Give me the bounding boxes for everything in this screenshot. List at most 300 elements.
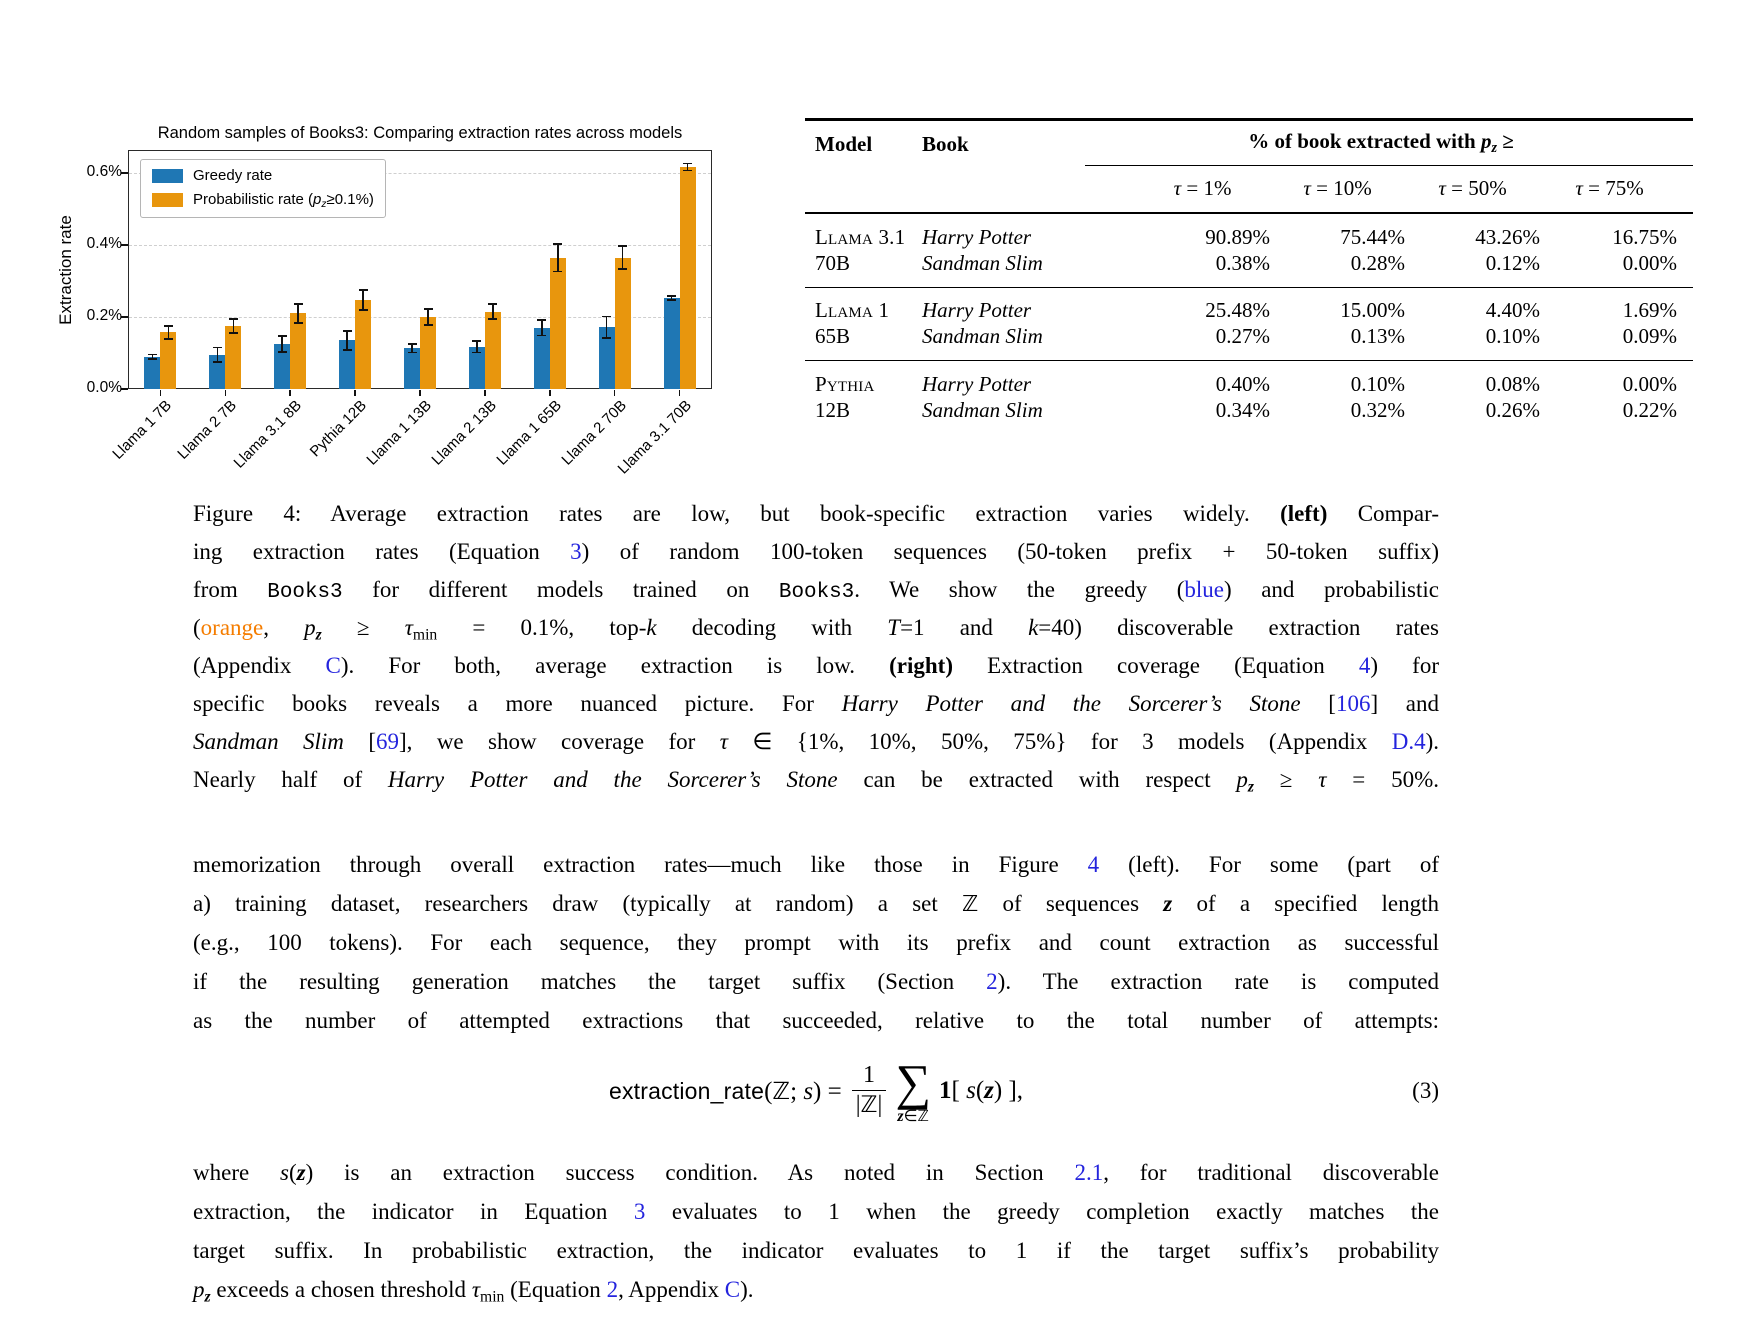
link[interactable]: C [325, 653, 341, 678]
table-cell-model: 12B [815, 398, 851, 422]
text-segment: τ [1303, 176, 1311, 200]
error-bar [233, 319, 235, 333]
text-segment: τ [1318, 767, 1327, 792]
equation-number: (3) [1412, 1078, 1439, 1103]
body-line [193, 962, 1439, 1001]
link[interactable]: 3 [633, 1199, 646, 1224]
text-segment: = [1445, 176, 1469, 200]
error-bar [557, 244, 559, 271]
table-header-span [1085, 128, 1677, 154]
x-axis-tick [679, 390, 681, 396]
text-segment: (Appendix [193, 653, 326, 678]
error-bar-cap [148, 358, 157, 360]
caption-line [193, 609, 1439, 647]
text-segment: =1 and [900, 615, 1029, 640]
text-segment: ). For both, average extraction is low. [340, 653, 890, 678]
text-segment: Extraction coverage (Equation [953, 653, 1359, 678]
table-cell-value: 0.13% [1350, 324, 1405, 348]
table-cell-book: Sandman Slim [922, 324, 1043, 348]
error-bar-cap [488, 318, 497, 320]
x-tick-label: Llama 1 13B [363, 397, 436, 469]
text-segment: Compar- [1327, 501, 1439, 526]
text-segment: = 50%. [1326, 767, 1439, 792]
text-segment: Probabilistic rate ( [193, 191, 314, 208]
text-segment: τ [1438, 176, 1446, 200]
error-bar [217, 348, 219, 362]
table-rule [805, 360, 1693, 361]
x-tick-label: Llama 2 13B [428, 397, 500, 469]
link[interactable]: 69 [376, 729, 399, 754]
error-bar [168, 326, 170, 339]
fraction-numerator: 1 [863, 1062, 876, 1089]
text-segment: for different models trained on [342, 577, 779, 602]
text-segment: , [263, 615, 305, 640]
table-cell-value: 0.10% [1350, 372, 1405, 396]
legend-label-greedy [193, 167, 272, 184]
equation-args [764, 1077, 842, 1106]
y-axis-tick [121, 388, 128, 390]
text-segment: ) = [813, 1077, 842, 1105]
indicator-term [939, 1077, 1023, 1105]
error-bar-cap [618, 268, 627, 270]
text-segment: [ [951, 1077, 967, 1104]
table-cell-model: Pythia [815, 372, 875, 396]
text-segment: k [1028, 615, 1039, 640]
bar-probabilistic-4 [355, 300, 371, 389]
text-segment: Harry Potter and the Sorcerer’s Stone [387, 767, 838, 792]
error-bar-cap [278, 335, 287, 337]
error-bar-cap [148, 354, 157, 356]
error-bar [297, 304, 299, 323]
y-tick-label: 0.6% [86, 163, 122, 180]
text-segment: τ [404, 615, 413, 640]
table-cell-book: Sandman Slim [922, 398, 1043, 422]
y-axis-tick [121, 172, 128, 174]
text-segment: , Appendix [618, 1277, 725, 1302]
text-segment: ( [288, 1160, 297, 1185]
text-segment: memorization through overall extraction rates—much like those in Figure [193, 852, 1088, 877]
text-segment: of a specified length [1172, 891, 1439, 916]
text-segment: (e.g., 100 tokens). For each sequence, they prompt with its prefix and count extraction as successful [193, 930, 1439, 955]
body-line [193, 923, 1439, 962]
text-segment: ≥ [1254, 767, 1319, 792]
body-paragraph-2 [193, 1153, 1439, 1309]
x-tick-label: Llama 2 70B [558, 397, 630, 469]
text-segment: [ [1300, 691, 1336, 716]
text-segment: Sandman Slim [193, 729, 344, 754]
text-segment: = 0.1%, top- [437, 615, 647, 640]
text-segment: a) training dataset, researchers draw (typically at random) a set [193, 891, 962, 916]
text-segment: z [296, 1160, 306, 1185]
table-rule [1085, 165, 1693, 166]
text-segment: ℤ [772, 1076, 791, 1105]
figure-caption [193, 495, 1439, 799]
table-cell-value: 15.00% [1340, 298, 1405, 322]
text-segment: decoding with [656, 615, 888, 640]
bar-probabilistic-7 [550, 258, 566, 389]
text-segment: orange [200, 615, 264, 640]
text-segment: specific books reveals a more nuanced picture. For [193, 691, 842, 716]
link[interactable]: 2 [986, 969, 998, 994]
caption-line [193, 533, 1439, 571]
error-bar [427, 309, 429, 325]
text-segment: can be extracted with respect [837, 767, 1237, 792]
table-header-model: Model [815, 132, 873, 156]
y-axis-tick [121, 316, 128, 318]
x-axis-tick [484, 390, 486, 396]
link[interactable]: 2 [606, 1277, 619, 1302]
text-segment: ≥ [321, 615, 405, 640]
body-line [193, 1001, 1439, 1040]
error-bar [541, 320, 543, 336]
text-segment: p [193, 1277, 205, 1302]
table-rule [805, 212, 1693, 214]
table-cell-book: Sandman Slim [922, 251, 1043, 275]
caption-line [193, 723, 1439, 761]
x-tick-label: Pythia 12B [306, 397, 371, 461]
bar-probabilistic-5 [420, 317, 436, 389]
table-cell-value: 0.28% [1350, 251, 1405, 275]
sum-operator [895, 1054, 931, 1125]
table-cell-value: 0.00% [1622, 251, 1677, 275]
body-line [193, 1231, 1439, 1270]
text-segment: ( [975, 1077, 985, 1104]
bar-greedy-5 [404, 348, 420, 389]
text-segment: % of book extracted with [1248, 129, 1481, 153]
body-line [193, 845, 1439, 884]
text-segment: Books3 [267, 581, 343, 604]
table-cell-value: 0.09% [1622, 324, 1677, 348]
text-segment: τ [471, 1277, 481, 1302]
error-bar-cap [488, 303, 497, 305]
caption-line [193, 647, 1439, 685]
table-header-tau [1135, 175, 1270, 201]
table-cell-value: 0.40% [1215, 372, 1270, 396]
text-segment: if the resulting generation matches the target suffix (Section [193, 969, 987, 994]
table-cell-model: Llama 1 [815, 298, 890, 322]
link[interactable]: 4 [1087, 852, 1100, 877]
x-tick-label: Llama 1 65B [493, 397, 565, 469]
x-axis-tick [225, 390, 227, 396]
text-segment: s [803, 1077, 814, 1105]
text-segment: 75% [1605, 176, 1644, 200]
text-segment: T [887, 615, 901, 640]
text-segment: ) [993, 1077, 1009, 1104]
text-segment: ; [790, 1077, 804, 1105]
error-bar-cap [424, 324, 433, 326]
text-segment: ). [1425, 729, 1439, 754]
error-bar-cap [164, 325, 173, 327]
error-bar-cap [294, 303, 303, 305]
error-bar [622, 246, 624, 269]
x-axis-tick [549, 390, 551, 396]
text-segment: ] and [1370, 691, 1439, 716]
error-bar-cap [472, 340, 481, 342]
table-header-tau [1405, 175, 1540, 201]
link[interactable]: C [724, 1277, 741, 1302]
extraction-coverage-table [805, 118, 1693, 430]
error-bar-cap [229, 332, 238, 334]
sum-subscript [897, 1109, 928, 1125]
text-segment: evaluates to 1 when the greedy completion exactly matches the [645, 1199, 1439, 1224]
text-segment: [ [343, 729, 376, 754]
link[interactable]: 106 [1335, 691, 1371, 716]
table-cell-value: 0.10% [1485, 324, 1540, 348]
table-cell-book: Harry Potter [922, 298, 1032, 322]
table-header-tau [1542, 175, 1677, 201]
error-bar-cap [213, 361, 222, 363]
fraction-denominator [852, 1090, 887, 1120]
text-segment: exceeds a chosen threshold [210, 1277, 472, 1302]
bar-probabilistic-8 [615, 258, 631, 389]
chart-title: Random samples of Books3: Comparing extraction rates across models [157, 124, 683, 142]
table-cell-value: 90.89% [1205, 225, 1270, 249]
text-segment: ing extraction rates (Equation [193, 539, 571, 564]
text-segment: min [412, 626, 438, 644]
error-bar-cap [602, 337, 611, 339]
sigma-symbol: ∑ [895, 1054, 931, 1110]
legend-swatch-probabilistic [152, 193, 183, 207]
text-segment: ( [193, 615, 201, 640]
text-segment: ) of random 100-token sequences (50-token prefix + 50-token suffix) [581, 539, 1439, 564]
table-cell-value: 1.69% [1622, 298, 1677, 322]
bar-probabilistic-1 [160, 332, 176, 389]
link[interactable]: D.4 [1391, 729, 1426, 754]
text-segment: ℤ [917, 1107, 929, 1125]
error-bar-cap [667, 299, 676, 301]
text-segment: ℤ [961, 892, 979, 917]
text-segment: where [193, 1160, 281, 1185]
y-axis-tick [121, 244, 128, 246]
caption-line [193, 495, 1439, 533]
error-bar-cap [618, 245, 627, 247]
table-cell-value: 0.08% [1485, 372, 1540, 396]
text-segment: Figure 4: Average extraction rates are low, but book-specific extraction varies widely. [193, 501, 1281, 526]
text-segment: ], [1008, 1077, 1024, 1104]
text-segment: z [321, 198, 327, 210]
text-segment: Greedy rate [193, 167, 273, 184]
table-cell-value: 0.27% [1215, 324, 1270, 348]
table-cell-value: 0.34% [1215, 398, 1270, 422]
text-segment: (left) [1280, 501, 1328, 526]
body-line [193, 1153, 1439, 1192]
bar-probabilistic-6 [485, 312, 501, 389]
link[interactable]: 4 [1358, 653, 1371, 678]
text-segment: Books3 [778, 581, 855, 604]
text-segment: (Equation [504, 1277, 607, 1302]
text-segment: p [1236, 767, 1248, 792]
body-line [193, 1192, 1439, 1231]
text-segment: z [315, 626, 322, 644]
x-axis-tick [354, 390, 356, 396]
link[interactable]: 2.1 [1074, 1160, 1104, 1185]
caption-line [193, 761, 1439, 799]
text-segment: τ [719, 729, 728, 754]
legend-swatch-greedy [152, 169, 183, 183]
table-cell-value: 0.32% [1350, 398, 1405, 422]
error-bar-cap [359, 309, 368, 311]
error-bar-cap [359, 289, 368, 291]
text-segment: z [897, 1108, 904, 1125]
error-bar-cap [553, 271, 562, 273]
error-bar-cap [537, 319, 546, 321]
table-cell-book: Harry Potter [922, 225, 1032, 249]
text-segment: target suffix. In probabilistic extraction, the indicator evaluates to 1 if the target suffix’s probability [193, 1238, 1439, 1263]
text-segment: . We show the greedy ( [854, 577, 1185, 602]
legend-item-probabilistic [152, 191, 374, 210]
text-segment: , for traditional discoverable [1103, 1160, 1439, 1185]
table-cell-book: Harry Potter [922, 372, 1032, 396]
extraction-rate-chart [0, 0, 760, 500]
text-segment: (left). For some (part of [1099, 852, 1440, 877]
text-segment: p [304, 615, 316, 640]
caption-line [193, 571, 1439, 609]
error-bar-cap [164, 338, 173, 340]
x-tick-label: Llama 3.1 8B [230, 397, 306, 472]
text-segment: = [1310, 176, 1334, 200]
text-segment: ( [764, 1077, 773, 1105]
text-segment: 10% [1333, 176, 1372, 200]
text-segment: from [193, 577, 268, 602]
text-segment: p [313, 191, 322, 208]
text-segment: | [877, 1092, 883, 1118]
body-line [193, 1270, 1439, 1309]
y-tick-label: 0.0% [86, 379, 122, 396]
text-segment: z [1247, 778, 1254, 796]
text-segment: Nearly half of [193, 767, 388, 792]
equation-3 [193, 1048, 1439, 1134]
bar-probabilistic-9 [680, 167, 696, 389]
equation-body [608, 1054, 1024, 1125]
text-segment: min [480, 1288, 505, 1306]
bar-probabilistic-3 [290, 313, 306, 389]
text-segment: ≥ [1497, 129, 1514, 153]
text-segment: ) for [1370, 653, 1440, 678]
text-segment: ∈ {1%, 10%, 50%, 75%} for 3 models (Appendix [727, 729, 1392, 754]
text-segment: ). [740, 1277, 754, 1302]
table-cell-value: 0.00% [1622, 372, 1677, 396]
x-axis-tick [419, 390, 421, 396]
error-bar-cap [343, 330, 352, 332]
error-bar [606, 316, 608, 338]
error-bar-cap [537, 335, 546, 337]
error-bar-cap [294, 322, 303, 324]
text-segment: z [984, 1077, 994, 1104]
text-segment: = [1181, 176, 1204, 200]
table-cell-model: 65B [815, 324, 851, 348]
error-bar-cap [278, 351, 287, 353]
chart-legend [140, 159, 386, 218]
error-bar-cap [213, 347, 222, 349]
text-segment: ) is an extraction success condition. As noted in Section [305, 1160, 1075, 1185]
text-segment: 50% [1468, 176, 1507, 200]
error-bar-cap [408, 352, 417, 354]
table-rule [805, 287, 1693, 288]
text-segment: τ [1575, 176, 1583, 200]
text-segment: s [966, 1077, 976, 1104]
text-segment: Harry Potter and the Sorcerer’s Stone [841, 691, 1301, 716]
link[interactable]: blue [1184, 577, 1224, 602]
error-bar-cap [553, 243, 562, 245]
error-bar-cap [229, 318, 238, 320]
text-segment: z [1491, 139, 1497, 156]
table-cell-value: 75.44% [1340, 225, 1405, 249]
text-segment: | [855, 1092, 861, 1118]
table-cell-value: 16.75% [1612, 225, 1677, 249]
text-segment: ). The extraction rate is computed [997, 969, 1439, 994]
error-bar [281, 336, 283, 352]
table-header-tau [1270, 175, 1405, 201]
error-bar-cap [602, 316, 611, 318]
table-cell-value: 0.26% [1485, 398, 1540, 422]
table-rule [805, 118, 1693, 121]
bar-greedy-7 [534, 328, 550, 389]
bar-greedy-9 [664, 298, 680, 389]
text-segment: ∈ [903, 1108, 918, 1125]
error-bar-cap [667, 295, 676, 297]
link[interactable]: 3 [570, 539, 582, 564]
table-cell-value: 43.26% [1475, 225, 1540, 249]
y-tick-label: 0.4% [86, 235, 122, 252]
bar-greedy-1 [144, 357, 160, 389]
error-bar [362, 290, 364, 310]
x-axis-tick [160, 390, 162, 396]
text-segment: 1 [939, 1077, 952, 1104]
x-tick-label: Llama 1 7B [109, 397, 176, 463]
body-paragraph-1 [193, 845, 1439, 1040]
text-segment: s [280, 1160, 289, 1185]
text-segment: z [1163, 891, 1173, 916]
error-bar [492, 304, 494, 319]
error-bar-cap [424, 308, 433, 310]
text-segment: extraction, the indicator in Equation [193, 1199, 634, 1224]
text-segment: ≥0.1%) [326, 191, 374, 208]
table-header-book: Book [922, 132, 969, 156]
text-segment: (right) [889, 653, 953, 678]
text-segment: = [1582, 176, 1606, 200]
fraction [852, 1062, 887, 1119]
table-cell-value: 0.38% [1215, 251, 1270, 275]
table-cell-value: 0.22% [1622, 398, 1677, 422]
text-segment: =40) discoverable extraction rates [1038, 615, 1439, 640]
table-cell-model: 70B [815, 251, 851, 275]
text-segment: ℤ [860, 1092, 878, 1118]
text-segment: of sequences [978, 891, 1164, 916]
x-axis-tick [289, 390, 291, 396]
table-cell-value: 0.12% [1485, 251, 1540, 275]
text-segment: τ [1173, 176, 1182, 200]
text-segment: ], we show coverage for [399, 729, 720, 754]
table-cell-value: 4.40% [1485, 298, 1540, 322]
legend-item-greedy [152, 167, 374, 184]
y-axis-label: Extraction rate [56, 215, 75, 325]
error-bar [346, 331, 348, 350]
text-segment: z [204, 1288, 211, 1306]
table-cell-value: 25.48% [1205, 298, 1270, 322]
text-segment: as the number of attempted extractions that succeeded, relative to the total number of attempts: [193, 1008, 1439, 1033]
text-segment: ) and probabilistic [1224, 577, 1439, 602]
error-bar-cap [408, 343, 417, 345]
x-tick-label: Llama 2 7B [174, 397, 241, 463]
text-segment: k [646, 615, 657, 640]
legend-label-probabilistic [193, 191, 374, 210]
bar-probabilistic-2 [225, 326, 241, 389]
x-tick-label: Llama 3.1 70B [614, 397, 695, 478]
y-tick-label: 0.2% [86, 307, 122, 324]
x-axis-tick [614, 390, 616, 396]
error-bar-cap [343, 349, 352, 351]
equation-lhs: extraction_rate [608, 1077, 765, 1104]
